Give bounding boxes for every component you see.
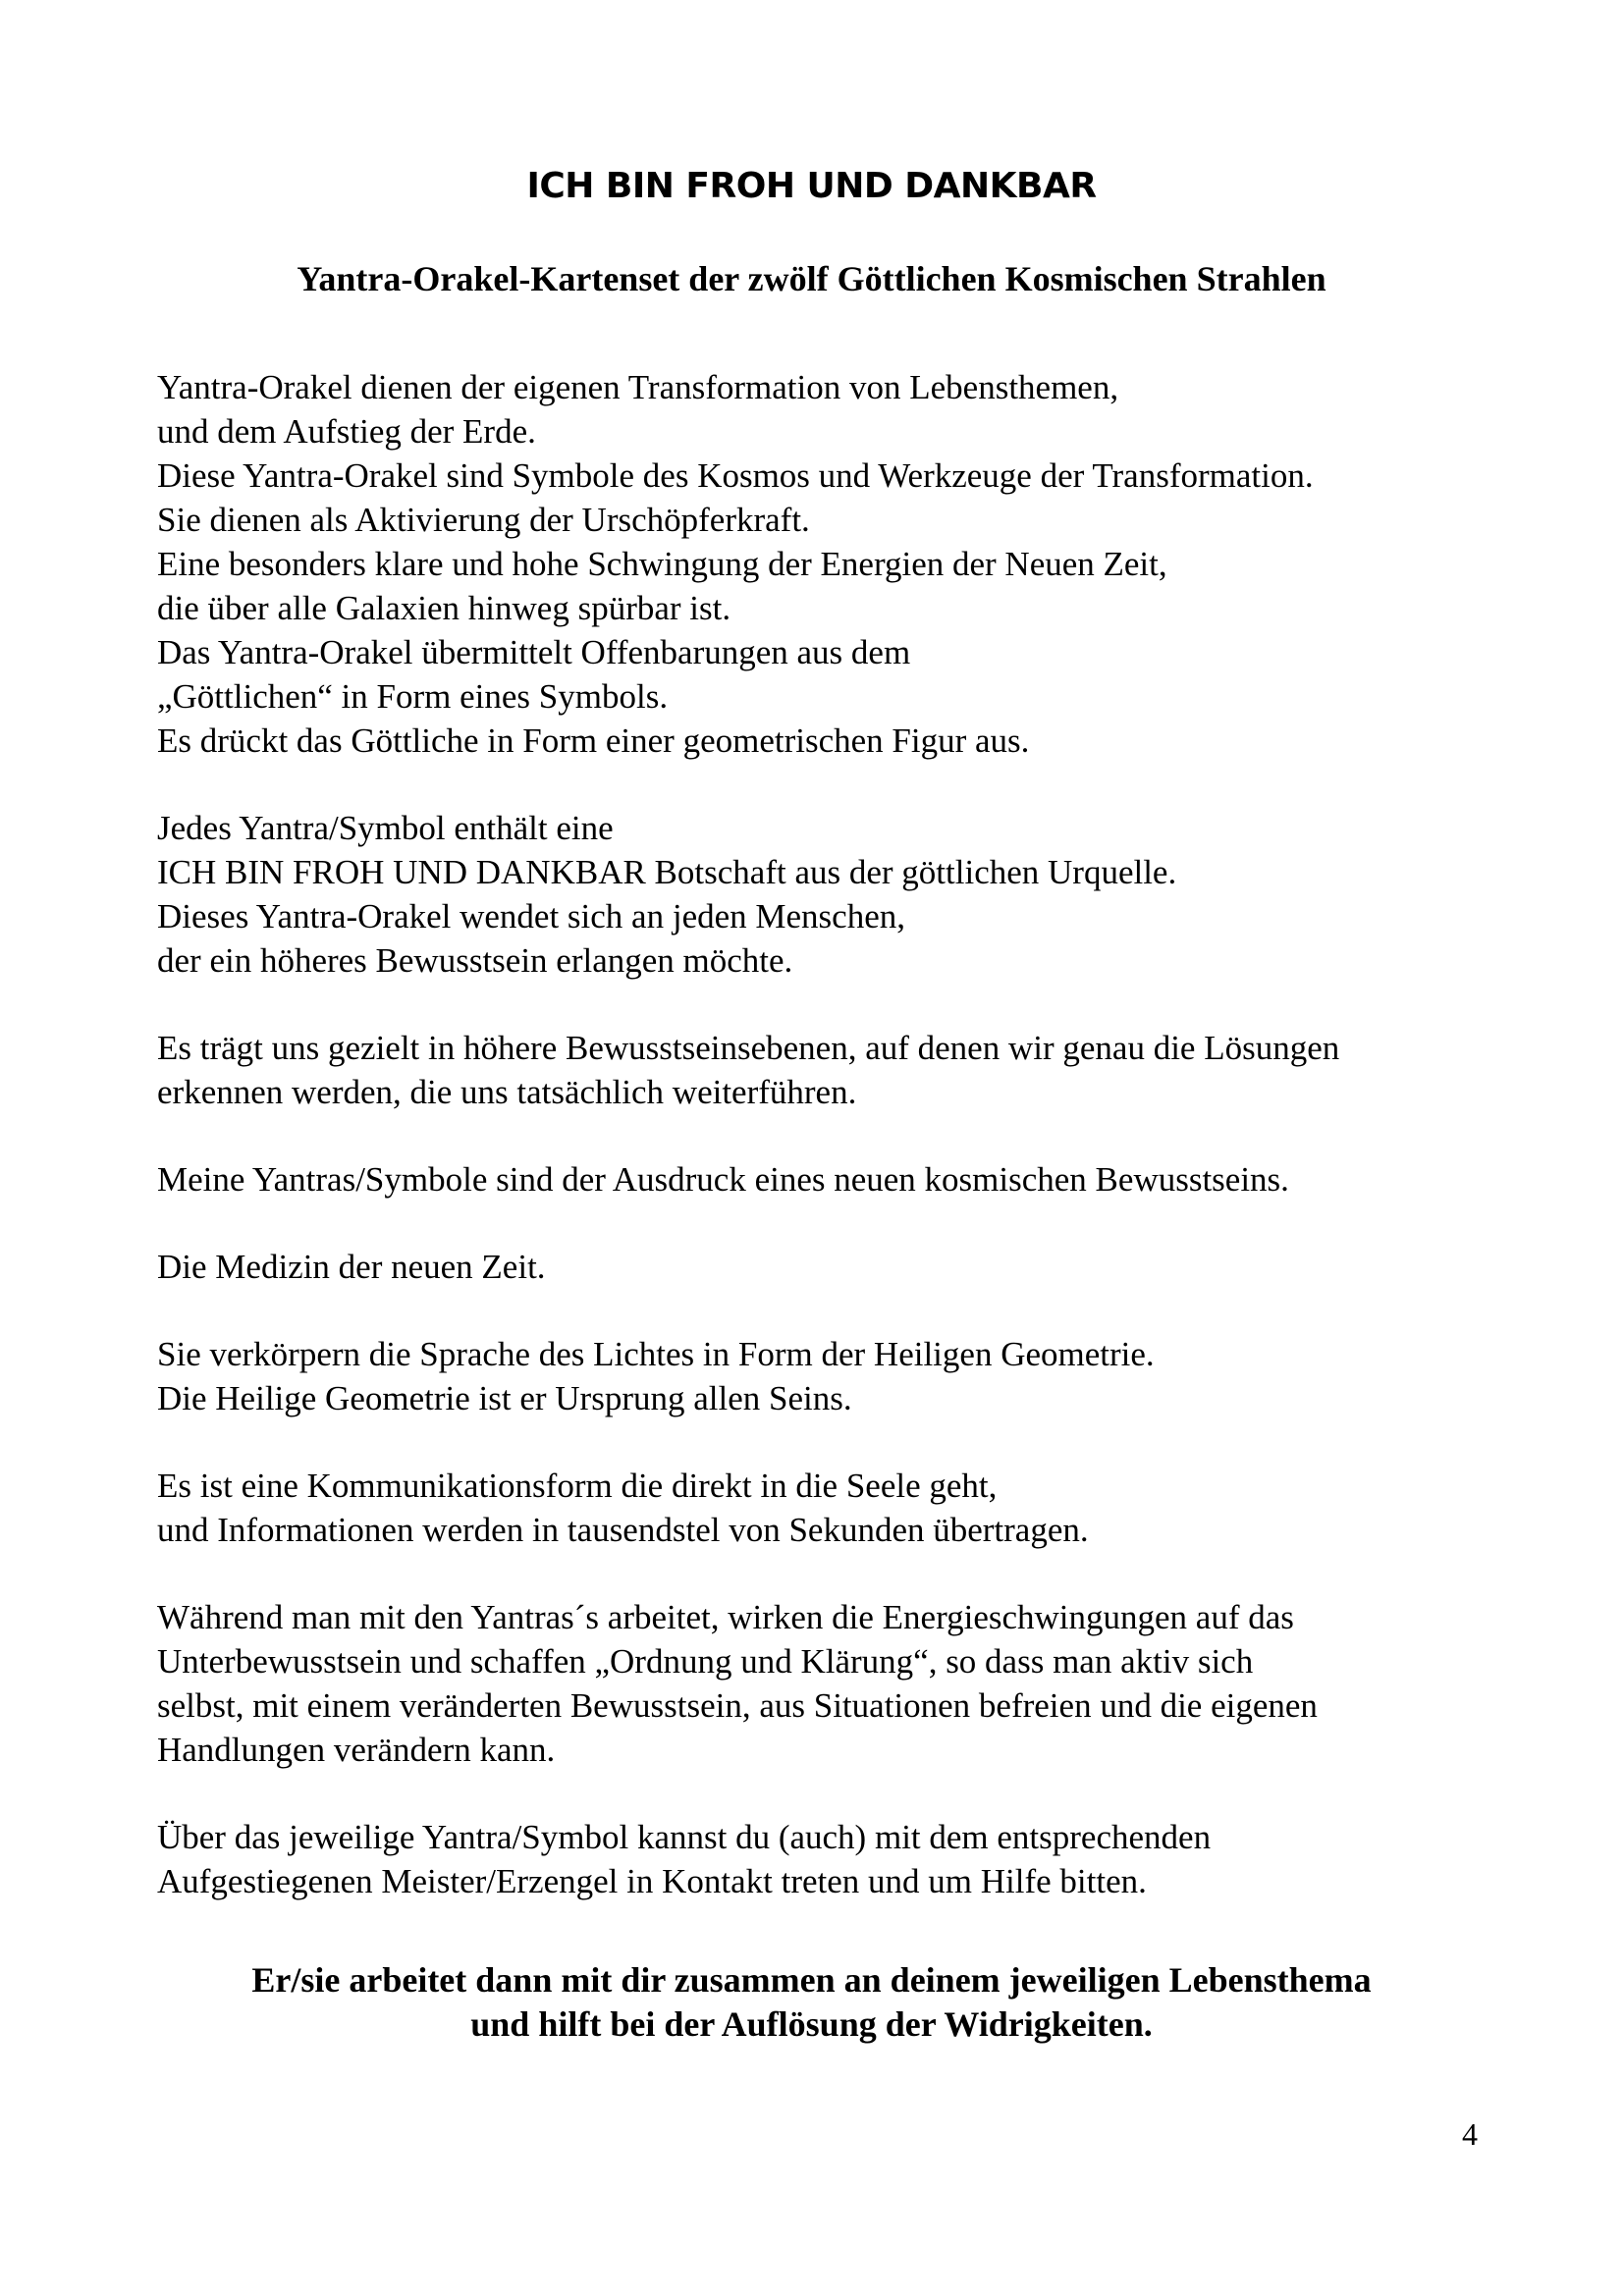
- paragraph-intro: [157, 365, 1532, 763]
- text-line: erkennen werden, die uns tatsächlich weiterführen.: [157, 1073, 857, 1111]
- text-line: Es drückt das Göttliche in Form einer geometrischen Figur aus.: [157, 721, 1030, 760]
- text-line: die über alle Galaxien hinweg spürbar ist.: [157, 589, 731, 627]
- text-line: Das Yantra-Orakel übermittelt Offenbarungen aus dem: [157, 633, 911, 671]
- text-line: Es trägt uns gezielt in höhere Bewusstseinsebenen, auf denen wir genau die Lösungen: [157, 1029, 1340, 1067]
- paragraph-geometry: [157, 1332, 1532, 1420]
- text-line: und Informationen werden in tausendstel von Sekunden übertragen.: [157, 1511, 1089, 1549]
- text-line: Unterbewusstsein und schaffen „Ordnung und Klärung“, so dass man aktiv sich: [157, 1642, 1254, 1681]
- body-text: [157, 365, 1532, 1947]
- paragraph-message: [157, 806, 1532, 983]
- text-line: Meine Yantras/Symbole sind der Ausdruck eines neuen kosmischen Bewusstseins.: [157, 1160, 1289, 1199]
- text-line: Diese Yantra-Orakel sind Symbole des Kosmos und Werkzeuge der Transformation.: [157, 456, 1314, 495]
- text-line: der ein höheres Bewusstsein erlangen möchte.: [157, 941, 793, 980]
- paragraph-medicine: [157, 1245, 1532, 1289]
- text-line: Jedes Yantra/Symbol enthält eine: [157, 809, 614, 847]
- closing-statement: [0, 1958, 1623, 2047]
- closing-line: und hilft bei der Auflösung der Widrigkeiten.: [470, 2004, 1153, 2044]
- text-line: Yantra-Orakel dienen der eigenen Transformation von Lebensthemen,: [157, 368, 1119, 406]
- text-line: „Göttlichen“ in Form eines Symbols.: [157, 677, 669, 716]
- text-line: Es ist eine Kommunikationsform die direkt in die Seele geht,: [157, 1467, 998, 1505]
- page-number: 4: [1462, 2116, 1478, 2152]
- text-line: ICH BIN FROH UND DANKBAR Botschaft aus der göttlichen Urquelle.: [157, 853, 1177, 891]
- paragraph-contact: [157, 1815, 1532, 1903]
- text-line: Dieses Yantra-Orakel wendet sich an jeden Menschen,: [157, 897, 905, 935]
- text-line: Eine besonders klare und hohe Schwingung der Energien der Neuen Zeit,: [157, 545, 1167, 583]
- paragraph-working: [157, 1595, 1532, 1772]
- closing-line: Er/sie arbeitet dann mit dir zusammen an deinem jeweiligen Lebensthema: [251, 1960, 1372, 2000]
- text-line: Handlungen verändern kann.: [157, 1731, 556, 1769]
- text-line: Sie verkörpern die Sprache des Lichtes in Form der Heiligen Geometrie.: [157, 1335, 1155, 1373]
- text-line: Die Heilige Geometrie ist er Ursprung allen Seins.: [157, 1379, 852, 1417]
- text-line: Aufgestiegenen Meister/Erzengel in Kontakt treten und um Hilfe bitten.: [157, 1862, 1147, 1900]
- text-line: und dem Aufstieg der Erde.: [157, 412, 536, 451]
- text-line: Über das jeweilige Yantra/Symbol kannst du (auch) mit dem entsprechenden: [157, 1818, 1212, 1856]
- paragraph-communication: [157, 1464, 1532, 1552]
- page-title: ICH BIN FROH UND DANKBAR: [526, 166, 1097, 206]
- text-line: Während man mit den Yantras´s arbeitet, wirken die Energieschwingungen auf das: [157, 1598, 1294, 1636]
- paragraph-expression: [157, 1157, 1532, 1201]
- page-subtitle: Yantra-Orakel-Kartenset der zwölf Göttlichen Kosmischen Strahlen: [297, 259, 1326, 298]
- text-line: Sie dienen als Aktivierung der Urschöpferkraft.: [157, 501, 810, 539]
- paragraph-consciousness: [157, 1026, 1532, 1114]
- text-line: Die Medizin der neuen Zeit.: [157, 1248, 546, 1286]
- text-line: selbst, mit einem veränderten Bewusstsein, aus Situationen befreien und die eigenen: [157, 1686, 1318, 1725]
